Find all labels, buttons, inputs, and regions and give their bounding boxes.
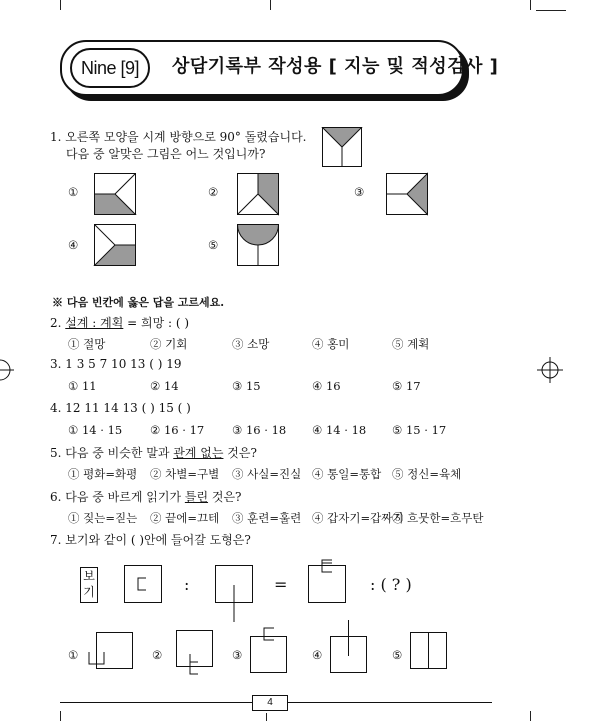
question-3-option-1[interactable]: ① 11 (68, 379, 97, 393)
question-5-option-4[interactable]: ④ 통일=통합 (312, 467, 382, 481)
example-label: 보 기 (80, 567, 98, 603)
question-6-option-3[interactable]: ③ 훈련=훌련 (232, 511, 302, 525)
question-1-reference-figure (322, 127, 362, 167)
crop-mark (60, 0, 61, 10)
crop-mark (530, 0, 531, 10)
question-7-option-1-figure[interactable] (88, 632, 134, 672)
question-7-option-1-label: ① (68, 648, 79, 662)
question-3-option-2[interactable]: ② 14 (150, 379, 179, 393)
question-5-option-5[interactable]: ⑤ 정신=육체 (392, 467, 462, 481)
question-5: 5. 다음 중 비슷한 말과 관계 없는 것은? (50, 446, 257, 460)
question-1-option-1-label: ① (68, 185, 79, 199)
question-4-option-3[interactable]: ③ 16 · 18 (232, 423, 287, 437)
question-4-option-4[interactable]: ④ 14 · 18 (312, 423, 367, 437)
header-tag: Nine [9] (70, 48, 150, 88)
question-4-option-1[interactable]: ① 14 · 15 (68, 423, 123, 437)
question-6-option-5[interactable]: ⑤ 흐뭇한=흐무탄 (392, 511, 484, 525)
underlined-word: 설계 : 계획 (65, 316, 124, 330)
registration-mark (535, 355, 565, 385)
question-1-line1: 1. 오른쪽 모양을 시계 방향으로 90° 돌렸습니다. (50, 130, 307, 144)
question-4-option-5[interactable]: ⑤ 15 · 17 (392, 423, 447, 437)
question-2-option-4[interactable]: ④ 홍미 (312, 337, 350, 351)
question-1-option-3-label: ③ (354, 185, 365, 199)
underlined-word: 관계 없는 (173, 446, 224, 460)
question-1-option-5-label: ⑤ (208, 238, 219, 252)
page-number: 4 (252, 695, 288, 711)
question-6-option-4[interactable]: ④ 갑자기=갑짜기 (312, 511, 404, 525)
question-4: 4. 12 11 14 13 ( ) 15 ( ) (50, 401, 191, 415)
question-3-option-4[interactable]: ④ 16 (312, 379, 341, 393)
question-1-option-2-figure[interactable] (237, 173, 279, 215)
page-title: 상담기록부 작성용 [ 지능 및 적성검사 ] (172, 56, 499, 77)
question-4-option-2[interactable]: ② 16 · 17 (150, 423, 205, 437)
crop-mark (530, 711, 531, 721)
question-5-option-1[interactable]: ① 평화=화평 (68, 467, 138, 481)
question-6: 6. 다음 중 바르게 읽기가 틀린 것은? (50, 490, 242, 504)
example-figure-2 (215, 565, 253, 623)
crop-mark (266, 713, 267, 721)
crop-mark (536, 10, 566, 11)
question-3-option-3[interactable]: ③ 15 (232, 379, 261, 393)
question-1-option-3-figure[interactable] (386, 173, 428, 215)
example-figure-1 (124, 565, 162, 603)
question-7-option-3-label: ③ (232, 648, 243, 662)
underlined-word: 틀린 (184, 490, 209, 504)
equals-symbol: = (274, 575, 288, 594)
colon-symbol: : (184, 575, 190, 594)
question-7-option-2-figure[interactable] (176, 630, 216, 676)
instruction-note: ※ 다음 빈칸에 옳은 답을 고르세요. (52, 296, 225, 309)
question-1-option-5-figure[interactable] (237, 224, 279, 266)
question-2-option-1[interactable]: ① 절망 (68, 337, 106, 351)
question-2: 2. 설계 : 계획 = 희망 : ( ) (50, 316, 190, 330)
question-7-option-4-label: ④ (312, 648, 323, 662)
answer-placeholder: : ( ? ) (370, 575, 412, 594)
question-1-option-2-label: ② (208, 185, 219, 199)
question-6-option-1[interactable]: ① 짖는=짇는 (68, 511, 138, 525)
question-7-option-5-label: ⑤ (392, 648, 403, 662)
question-1-line2: 다음 중 알맞은 그림은 어느 것입니까? (66, 147, 266, 161)
crop-mark (270, 0, 271, 10)
example-figure-3 (308, 558, 348, 604)
crop-mark (60, 711, 61, 721)
question-2-option-3[interactable]: ③ 소망 (232, 337, 270, 351)
question-3-option-5[interactable]: ⑤ 17 (392, 379, 421, 393)
question-2-option-2[interactable]: ② 기회 (150, 337, 188, 351)
question-7-option-3-figure[interactable] (250, 626, 290, 674)
question-6-option-2[interactable]: ② 끝에=끄테 (150, 511, 220, 525)
question-2-option-5[interactable]: ⑤ 계획 (392, 337, 430, 351)
question-1-option-1-figure[interactable] (94, 173, 136, 215)
question-5-option-2[interactable]: ② 차별=구별 (150, 467, 220, 481)
question-1-option-4-figure[interactable] (94, 224, 136, 266)
question-7-option-4-figure[interactable] (330, 620, 370, 674)
question-7: 7. 보기와 같이 ( )안에 들어갈 도형은? (50, 533, 251, 547)
question-7-option-5-figure[interactable] (410, 632, 450, 672)
question-3: 3. 1 3 5 7 10 13 ( ) 19 (50, 357, 182, 371)
registration-mark (0, 355, 14, 385)
question-5-option-3[interactable]: ③ 사실=진실 (232, 467, 302, 481)
question-1-option-4-label: ④ (68, 238, 79, 252)
question-7-option-2-label: ② (152, 648, 163, 662)
